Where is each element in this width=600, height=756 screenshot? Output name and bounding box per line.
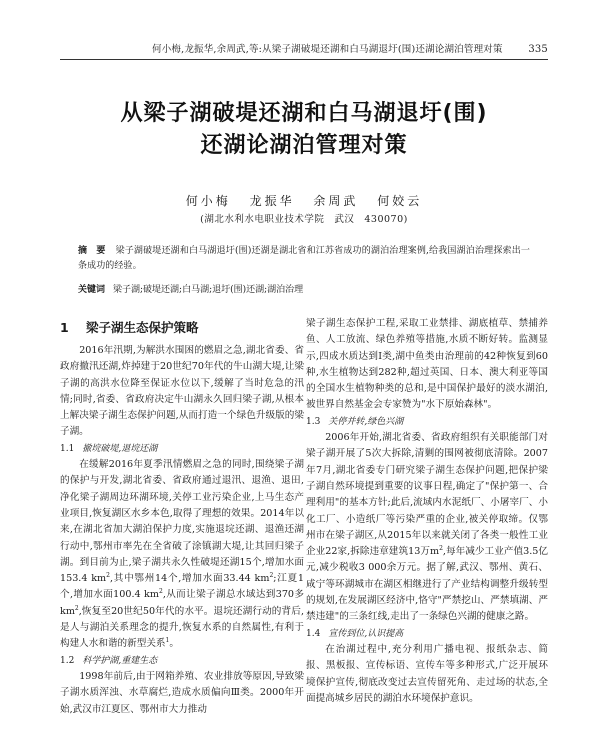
author-list	[60, 192, 548, 209]
body-paragraph: 在治湖过程中,充分利用广播电视、报纸杂志、简报、黑板报、宣传标语、宣传车等多种形式,广泛开展环境保护宣传,彻底改变过去宣传留死角、走过场的状态,全面提高城乡居民的湖泊水环境保护意识。	[306, 643, 548, 704]
author-name: 余周武	[313, 194, 359, 208]
subsection-heading	[60, 441, 304, 457]
body-paragraph: 2016年汛期,为解洪水围困的燃眉之急,湖北省委、省政府撤汛还湖,炸掉建于20世纪70年代的牛山湖大堤,让梁子湖的高洪水位降至保证水位以下,缓解了当时危急的汛情;同时,省委、省政府决定牛山湖永久回归梁子湖,从根本上解决梁子湖生态保护问题,从而打造一个绿色升级版的梁子湖。	[60, 345, 304, 438]
keywords	[78, 283, 530, 297]
subsection-title: 关停并转,绿色兴湖	[328, 416, 404, 427]
body-paragraph: 梁子湖生态保护工程,采取工业禁排、湖底植草、禁捕养鱼、人工放流、绿色养殖等措施,水质不断好转。监测显示,四成水质达到Ⅰ类,湖中鱼类由治理前的42种恢复到60种,水生植物达到282种,超过英国、日本、澳大利亚等国的全国水生植物种类的总和,是中国保护最好的淡水湖泊,被世界自然基金会专家赞为"水下原始森林"。	[306, 318, 548, 411]
subsection-number: 1.1	[60, 443, 75, 454]
header-rule	[60, 59, 548, 60]
subsection-title: 撤垸破堤,退垸还湖	[82, 443, 158, 454]
author-name: 何小梅	[185, 194, 231, 208]
subsection-heading	[306, 626, 548, 642]
left-column	[60, 316, 304, 718]
section-heading	[60, 319, 304, 337]
keywords-label: 关键词	[78, 285, 106, 295]
right-column	[306, 316, 548, 707]
subsection-title: 科学护湖,重建生态	[82, 655, 158, 666]
article-title	[60, 98, 548, 162]
author-name: 何姣云	[377, 194, 423, 208]
affiliation: (湖北水利水电职业技术学院 武汉 430070)	[200, 214, 408, 225]
running-header	[60, 44, 548, 56]
abstract-text: 梁子湖破堤还湖和白马湖退圩(围)还湖是湖北省和江苏省成功的湖泊治理案例,给我国湖泊治理探索出一条成功的经验。	[78, 246, 530, 271]
body-paragraph: 2006年开始,湖北省委、省政府组织有关职能部门对梁子湖开展了5次大拆除,清剿的围网被彻底清除。2007年7月,湖北省委专门研究梁子湖生态保护问题,把保护梁子湖自然环境提到重要的议事日程,确定了"保护第一、合理利用"的基本方针;此后,流域内水泥纸厂、小屠宰厂、小化工厂、小造纸厂等污染严重的企业,被关停取缔。仅鄂州市在梁子湖区,从2015年以来就关闭了各类一般性工业企业22家,拆除违章建筑13万$m^2$,每年减少工业产值3.5亿元,减少税收3 000余万元。据了解,武汉、鄂州、黄石、咸宁等环湖城市在湖区相继进行了产业结构调整升级转型的规划,在发展湖区经济中,恪守"严禁挖山、严禁填湖、严禁违建"的三条红线,走出了一条绿色兴湖的健康之路。	[306, 432, 548, 623]
keywords-text: 梁子湖;破堤还湖;白马湖;退圩(围)还湖;湖泊治理	[113, 285, 304, 295]
page-number: 335	[528, 44, 548, 55]
abstract	[78, 244, 530, 274]
section-title: 梁子湖生态保护策略	[86, 320, 199, 335]
subsection-title: 宣传到位,认识提高	[328, 628, 404, 639]
body-paragraph: 1998年前后,由于网箱养殖、农业排放等原因,导致梁子湖水质浑浊、水草腐烂,造成水质偏向Ⅲ类。2000年开始,武汉市江夏区、鄂州市大力推动	[60, 670, 304, 715]
running-title: 何小梅,龙振华,余周武,等:从梁子湖破堤还湖和白马湖退圩(围)还湖论湖泊管理对策	[152, 44, 503, 55]
subsection-number: 1.3	[306, 416, 321, 427]
subsection-heading	[60, 653, 304, 669]
citation-ref: 1	[165, 637, 170, 645]
title-line-1: 从梁子湖破堤还湖和白马湖退圩(围)	[120, 101, 488, 126]
abstract-label: 摘 要	[78, 246, 106, 256]
subsection-heading	[306, 414, 548, 430]
author-name: 龙振华	[249, 194, 295, 208]
title-line-2: 还湖论湖泊管理对策	[200, 133, 408, 158]
body-paragraph: 在缓解2016年夏季汛情燃眉之急的同时,围绕梁子湖的保护与开发,湖北省委、省政府通过退汛、退渔、退田,净化梁子湖周边环湖环境,关停工业污染企业,上马生态产业项目,恢复湖区水乡本色,取得了理想的效果。2014年以来,在湖北省加大湖泊保护力度,实施退垸还湖、退渔还湖行动中,鄂州市率先在全省破了涂镇湖大堤,让其回归梁子湖。到目前为止,梁子湖共永久性破堤还湖15个,增加水面153.4 $km^2$,其中鄂州14个,增加水面33.44 $km^2$;江夏1个,增加水面100.4 $km^2$,从而让梁子湖总水域达到370多$km^2$,恢复至20世纪50年代的水平。退垸还湖行动的背后,是人与湖泊关系理念的提升,恢复水系的自然属性,有利于构建人水和谐的新型关系$^1$。	[60, 459, 304, 650]
section-number: 1	[60, 320, 69, 335]
subsection-number: 1.4	[306, 628, 321, 639]
subsection-number: 1.2	[60, 655, 75, 666]
